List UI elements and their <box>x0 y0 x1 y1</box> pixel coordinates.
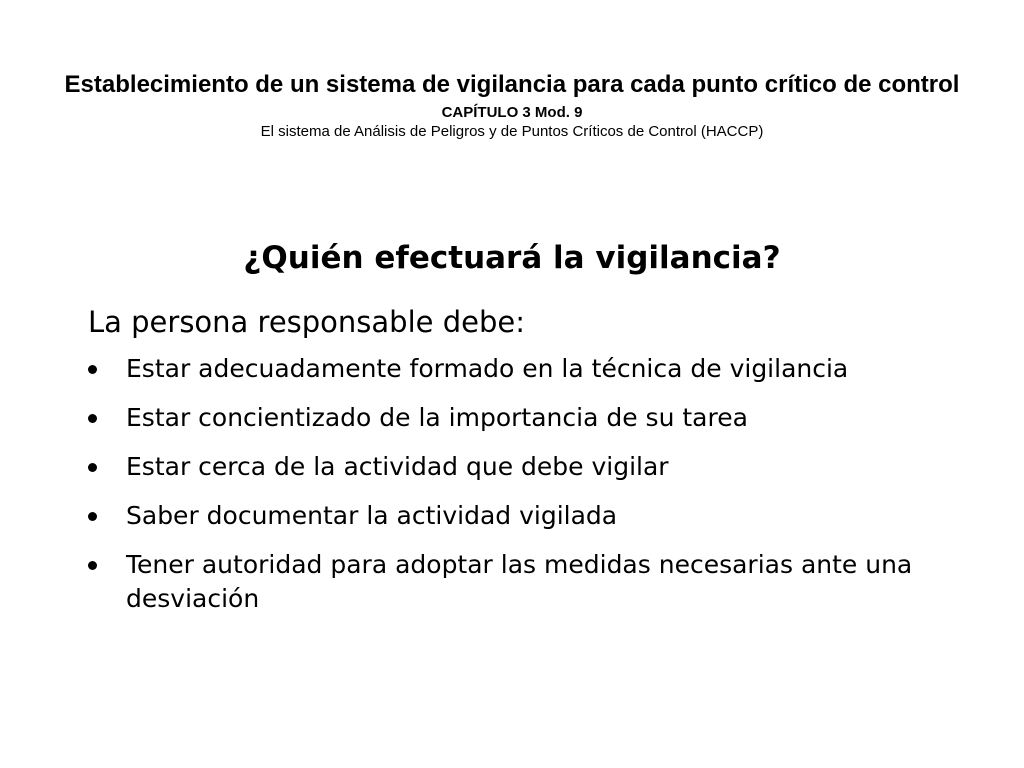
slide-header <box>60 70 964 141</box>
header-subtitle: El sistema de Análisis de Peligros y de Puntos Críticos de Control (HACCP) <box>260 123 764 140</box>
bullet-item <box>88 352 968 386</box>
header-title: Establecimiento de un sistema de vigilancia para cada punto crítico de control <box>64 71 960 98</box>
bullet-icon <box>88 548 100 582</box>
bullet-item <box>88 499 968 533</box>
bullet-item <box>88 548 968 616</box>
bullet-icon <box>88 401 100 435</box>
bullet-text: Estar adecuadamente formado en la técnica de vigilancia <box>126 354 849 383</box>
header-chapter: CAPÍTULO 3 Mod. 9 <box>441 104 583 121</box>
bullet-text: Saber documentar la actividad vigilada <box>126 501 618 530</box>
bullet-icon <box>88 499 100 533</box>
bullet-list <box>88 352 968 631</box>
bullet-text: Estar concientizado de la importancia de su tarea <box>126 403 748 432</box>
bullet-item <box>88 401 968 435</box>
slide-question: ¿Quién efectuará la vigilancia? <box>243 240 781 276</box>
bullet-text: Tener autoridad para adoptar las medidas necesarias ante una desviación <box>126 550 913 613</box>
bullet-item <box>88 450 968 484</box>
bullet-icon <box>88 352 100 386</box>
bullet-icon <box>88 450 100 484</box>
lead-text: La persona responsable debe: <box>88 305 525 339</box>
bullet-text: Estar cerca de la actividad que debe vigilar <box>126 452 669 481</box>
